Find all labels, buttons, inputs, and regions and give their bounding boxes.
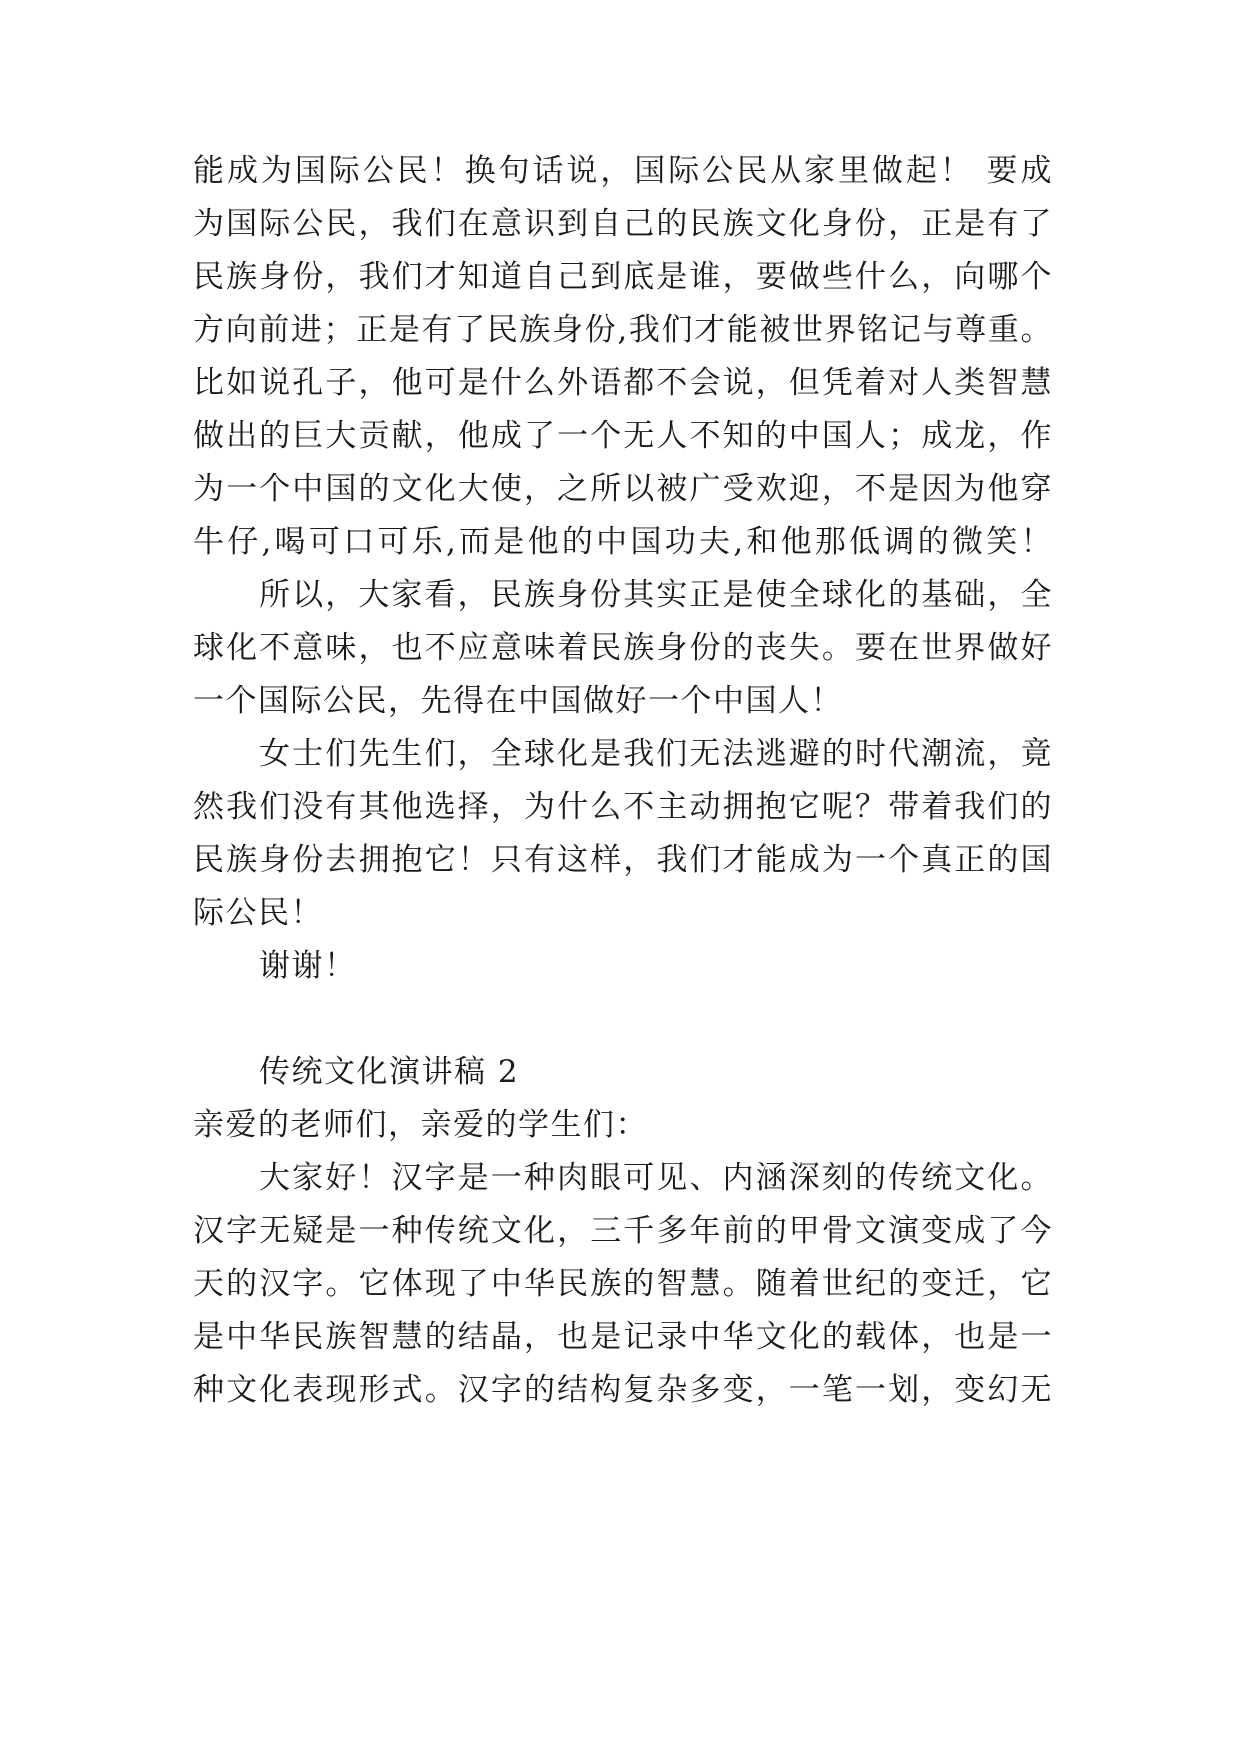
- paragraph-line: 做出的巨大贡献，他成了一个无人不知的中国人；成龙，作: [193, 418, 1053, 454]
- paragraph-line: 是中华民族智慧的结晶，也是记录中华文化的载体，也是一: [193, 1319, 1053, 1355]
- paragraph-line: 民族身份去拥抱它！只有这样，我们才能成为一个真正的国: [193, 842, 1053, 878]
- paragraph-line: 民族身份，我们才知道自己到底是谁，要做些什么，向哪个: [193, 259, 1053, 295]
- paragraph-line: 球化不意味，也不应意味着民族身份的丧失。要在世界做好: [193, 630, 1053, 666]
- paragraph-first-line: 所以，大家看，民族身份其实正是使全球化的基础，全: [259, 577, 1053, 613]
- paragraph-line: 为一个中国的文化大使，之所以被广受欢迎，不是因为他穿: [193, 471, 1053, 507]
- paragraph-line: 种文化表现形式。汉字的结构复杂多变，一笔一划，变幻无: [193, 1372, 1053, 1408]
- paragraph-first-line: 大家好！汉字是一种肉眼可见、内涵深刻的传统文化。: [259, 1160, 1053, 1196]
- paragraph-last-line: 一个国际公民，先得在中国做好一个中国人！: [193, 683, 843, 719]
- paragraph-line: 汉字无疑是一种传统文化，三千多年前的甲骨文演变成了今: [193, 1213, 1053, 1249]
- paragraph-line: 能成为国际公民！换句话说，国际公民从家里做起！ 要成: [193, 153, 1053, 189]
- paragraph-line: 比如说孔子，他可是什么外语都不会说，但凭着对人类智慧: [193, 365, 1053, 401]
- paragraph-line: 方向前进；正是有了民族身份,我们才能被世界铭记与尊重。: [193, 312, 1053, 348]
- paragraph-line: 牛仔,喝可口可乐,而是他的中国功夫,和他那低调的微笑！: [193, 524, 1053, 560]
- paragraph-last-line: 际公民！: [193, 895, 323, 931]
- paragraph-line: 天的汉字。它体现了中华民族的智慧。随着世纪的变迁，它: [193, 1266, 1053, 1302]
- paragraph-line: 为国际公民，我们在意识到自己的民族文化身份，正是有了: [193, 206, 1053, 242]
- paragraph-first-line: 女士们先生们，全球化是我们无法逃避的时代潮流，竟: [259, 736, 1053, 772]
- closing-thanks: 谢谢！: [259, 948, 357, 984]
- section-title: 传统文化演讲稿 2: [259, 1054, 520, 1090]
- salutation: 亲爱的老师们，亲爱的学生们：: [193, 1107, 648, 1143]
- paragraph-line: 然我们没有其他选择，为什么不主动拥抱它呢？带着我们的: [193, 789, 1053, 825]
